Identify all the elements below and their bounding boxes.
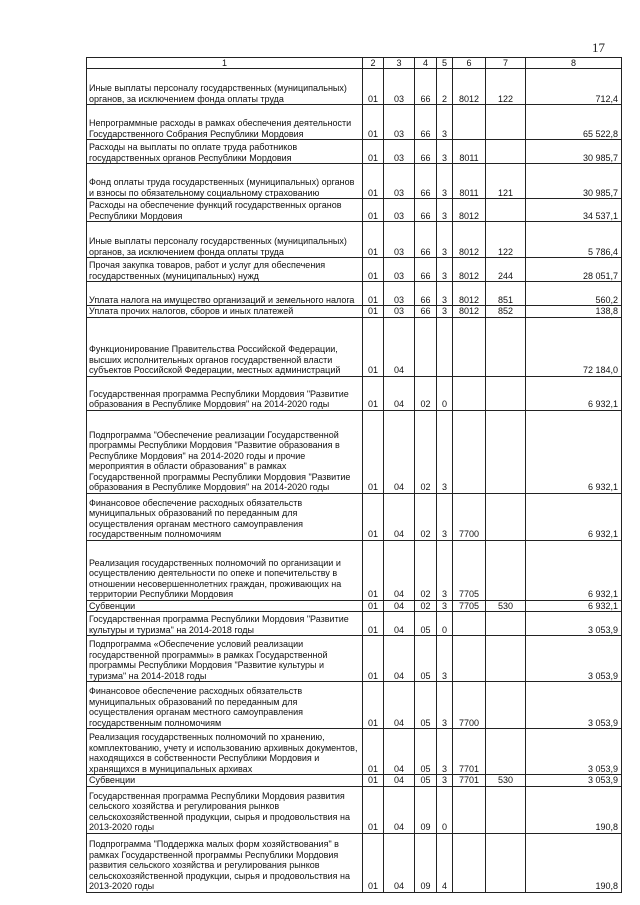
- table-row: [87, 317, 622, 376]
- section-code: 01: [363, 612, 384, 636]
- subsection-code: 04: [384, 682, 415, 729]
- program-code: 05: [415, 729, 437, 775]
- program-code: 66: [415, 164, 437, 199]
- target-article-code: [453, 786, 486, 833]
- subprogram-code: 2: [437, 69, 453, 105]
- subprogram-code: 4: [437, 833, 453, 892]
- table-row: [87, 258, 622, 282]
- section-code: 01: [363, 282, 384, 306]
- expense-type-code: [486, 140, 526, 164]
- target-article-code: 7705: [453, 600, 486, 612]
- amount: 190,8: [526, 786, 622, 833]
- amount: 712,4: [526, 69, 622, 105]
- subprogram-code: 3: [437, 682, 453, 729]
- subprogram-code: 3: [437, 729, 453, 775]
- subsection-code: 04: [384, 636, 415, 682]
- header-cell: 2: [363, 58, 384, 69]
- row-description: Подпрограмма «Обеспечение условий реализации государственной программы» в рамках Государственной программы Республики Мордовия "Развитие культуры и туризма" на 2014-2018 годы: [87, 636, 363, 682]
- program-code: [415, 317, 437, 376]
- subsection-code: 04: [384, 775, 415, 787]
- section-code: 01: [363, 636, 384, 682]
- section-code: 01: [363, 306, 384, 318]
- program-code: 09: [415, 786, 437, 833]
- budget-table: [86, 57, 622, 893]
- expense-type-code: [486, 682, 526, 729]
- table-row: [87, 140, 622, 164]
- expense-type-code: [486, 612, 526, 636]
- row-description: Уплата налога на имущество организаций и земельного налога: [87, 282, 363, 306]
- row-description: Субвенции: [87, 600, 363, 612]
- subprogram-code: 0: [437, 376, 453, 410]
- target-article-code: 8012: [453, 69, 486, 105]
- subsection-code: 04: [384, 493, 415, 540]
- table-row: [87, 306, 622, 318]
- table-row: [87, 540, 622, 600]
- target-article-code: 7700: [453, 682, 486, 729]
- section-code: 01: [363, 199, 384, 222]
- program-code: 02: [415, 600, 437, 612]
- expense-type-code: 121: [486, 164, 526, 199]
- table-row: [87, 376, 622, 410]
- expense-type-code: [486, 636, 526, 682]
- table-row: [87, 833, 622, 892]
- header-cell: 6: [453, 58, 486, 69]
- amount: 3 053,9: [526, 682, 622, 729]
- row-description: Расходы на выплаты по оплате труда работников государственных органов Республики Мордовия: [87, 140, 363, 164]
- subprogram-code: 0: [437, 786, 453, 833]
- table-row: [87, 493, 622, 540]
- target-article-code: [453, 317, 486, 376]
- subprogram-code: 0: [437, 612, 453, 636]
- row-description: Расходы на обеспечение функций государственных органов Республики Мордовия: [87, 199, 363, 222]
- subsection-code: 04: [384, 376, 415, 410]
- section-code: 01: [363, 493, 384, 540]
- target-article-code: 8012: [453, 306, 486, 318]
- target-article-code: 7705: [453, 540, 486, 600]
- expense-type-code: 851: [486, 282, 526, 306]
- subsection-code: 04: [384, 410, 415, 493]
- program-code: 66: [415, 306, 437, 318]
- section-code: 01: [363, 69, 384, 105]
- target-article-code: 7701: [453, 775, 486, 787]
- section-code: 01: [363, 105, 384, 140]
- target-article-code: [453, 376, 486, 410]
- expense-type-code: [486, 833, 526, 892]
- program-code: 66: [415, 140, 437, 164]
- program-code: 66: [415, 222, 437, 258]
- expense-type-code: 530: [486, 775, 526, 787]
- subprogram-code: 3: [437, 164, 453, 199]
- section-code: 01: [363, 410, 384, 493]
- row-description: Непрограммные расходы в рамках обеспечения деятельности Государственного Собрания Республики Мордовия: [87, 105, 363, 140]
- subsection-code: 03: [384, 69, 415, 105]
- header-cell: 7: [486, 58, 526, 69]
- table-row: [87, 105, 622, 140]
- row-description: Государственная программа Республики Мордовия развития сельского хозяйства и регулирования рынков сельскохозяйственной продукции, сырья и продовольствия на 2013-2020 годы: [87, 786, 363, 833]
- table-row: [87, 636, 622, 682]
- table-row: [87, 729, 622, 775]
- program-code: 05: [415, 636, 437, 682]
- table-row: [87, 682, 622, 729]
- expense-type-code: [486, 493, 526, 540]
- program-code: 66: [415, 199, 437, 222]
- subprogram-code: 3: [437, 105, 453, 140]
- program-code: 66: [415, 69, 437, 105]
- table-row: [87, 786, 622, 833]
- subsection-code: 04: [384, 786, 415, 833]
- amount: 6 932,1: [526, 493, 622, 540]
- subsection-code: 04: [384, 317, 415, 376]
- section-code: 01: [363, 682, 384, 729]
- target-article-code: 8012: [453, 222, 486, 258]
- row-description: Субвенции: [87, 775, 363, 787]
- page-number: 17: [592, 40, 605, 55]
- expense-type-code: [486, 786, 526, 833]
- subprogram-code: 3: [437, 282, 453, 306]
- amount: 6 932,1: [526, 540, 622, 600]
- table-body: [87, 58, 622, 893]
- program-code: 05: [415, 682, 437, 729]
- target-article-code: 8011: [453, 164, 486, 199]
- subsection-code: 04: [384, 540, 415, 600]
- expense-type-code: 244: [486, 258, 526, 282]
- table-row: [87, 282, 622, 306]
- expense-type-code: [486, 199, 526, 222]
- program-code: 09: [415, 833, 437, 892]
- subprogram-code: 3: [437, 199, 453, 222]
- section-code: 01: [363, 775, 384, 787]
- section-code: 01: [363, 833, 384, 892]
- subprogram-code: 3: [437, 222, 453, 258]
- row-description: Функционирование Правительства Российской Федерации, высших исполнительных органов государственной власти субъектов Российской Федерации, местных администраций: [87, 317, 363, 376]
- table-row: [87, 199, 622, 222]
- section-code: 01: [363, 540, 384, 600]
- expense-type-code: [486, 729, 526, 775]
- target-article-code: [453, 612, 486, 636]
- subprogram-code: 3: [437, 775, 453, 787]
- amount: 72 184,0: [526, 317, 622, 376]
- program-code: 02: [415, 376, 437, 410]
- amount: 560,2: [526, 282, 622, 306]
- subsection-code: 03: [384, 222, 415, 258]
- row-description: Финансовое обеспечение расходных обязательств муниципальных образований по переданным для осуществления органам местного самоуправления государственным полномочиям: [87, 682, 363, 729]
- amount: 30 985,7: [526, 164, 622, 199]
- target-article-code: [453, 833, 486, 892]
- expense-type-code: 852: [486, 306, 526, 318]
- target-article-code: [453, 636, 486, 682]
- row-description: Реализация государственных полномочий по хранению, комплектованию, учету и использованию архивных документов, находящихся в собственности Республики Мордовия и хранящихся в муниципальных архивах: [87, 729, 363, 775]
- header-cell: 5: [437, 58, 453, 69]
- target-article-code: [453, 410, 486, 493]
- expense-type-code: 530: [486, 600, 526, 612]
- program-code: 05: [415, 775, 437, 787]
- amount: 3 053,9: [526, 775, 622, 787]
- expense-type-code: [486, 105, 526, 140]
- section-code: 01: [363, 317, 384, 376]
- section-code: 01: [363, 729, 384, 775]
- expense-type-code: [486, 540, 526, 600]
- amount: 28 051,7: [526, 258, 622, 282]
- section-code: 01: [363, 258, 384, 282]
- section-code: 01: [363, 222, 384, 258]
- table-row: [87, 69, 622, 105]
- table-row: [87, 775, 622, 787]
- target-article-code: 8011: [453, 140, 486, 164]
- subprogram-code: 3: [437, 306, 453, 318]
- table-header-row: [87, 58, 622, 69]
- table-row: [87, 410, 622, 493]
- subprogram-code: 3: [437, 140, 453, 164]
- target-article-code: 7700: [453, 493, 486, 540]
- table-row: [87, 222, 622, 258]
- amount: 6 932,1: [526, 600, 622, 612]
- subsection-code: 03: [384, 105, 415, 140]
- header-cell: 1: [87, 58, 363, 69]
- section-code: 01: [363, 164, 384, 199]
- header-cell: 4: [415, 58, 437, 69]
- row-description: Государственная программа Республики Мордовия "Развитие образования в Республике Мордовия" на 2014-2020 годы: [87, 376, 363, 410]
- target-article-code: 8012: [453, 199, 486, 222]
- subsection-code: 03: [384, 282, 415, 306]
- header-cell: 8: [526, 58, 622, 69]
- subprogram-code: 3: [437, 258, 453, 282]
- amount: 3 053,9: [526, 636, 622, 682]
- program-code: 02: [415, 410, 437, 493]
- section-code: 01: [363, 600, 384, 612]
- expense-type-code: 122: [486, 69, 526, 105]
- program-code: 66: [415, 282, 437, 306]
- expense-type-code: [486, 376, 526, 410]
- subsection-code: 03: [384, 199, 415, 222]
- amount: 190,8: [526, 833, 622, 892]
- table-row: [87, 164, 622, 199]
- row-description: Финансовое обеспечение расходных обязательств муниципальных образований по переданным для осуществления органам местного самоуправления государственным полномочиям: [87, 493, 363, 540]
- row-description: Прочая закупка товаров, работ и услуг для обеспечения государственных (муниципальных) нужд: [87, 258, 363, 282]
- amount: 6 932,1: [526, 410, 622, 493]
- amount: 138,8: [526, 306, 622, 318]
- expense-type-code: [486, 317, 526, 376]
- header-cell: 3: [384, 58, 415, 69]
- target-article-code: 7701: [453, 729, 486, 775]
- subsection-code: 03: [384, 164, 415, 199]
- target-article-code: 8012: [453, 282, 486, 306]
- subsection-code: 04: [384, 600, 415, 612]
- subprogram-code: 3: [437, 410, 453, 493]
- row-description: Фонд оплаты труда государственных (муниципальных) органов и взносы по обязательному социальному страхованию: [87, 164, 363, 199]
- subprogram-code: 3: [437, 493, 453, 540]
- subsection-code: 04: [384, 729, 415, 775]
- amount: 3 053,9: [526, 612, 622, 636]
- program-code: 66: [415, 258, 437, 282]
- amount: 65 522,8: [526, 105, 622, 140]
- program-code: 02: [415, 540, 437, 600]
- row-description: Иные выплаты персоналу государственных (муниципальных) органов, за исключением фонда оплаты труда: [87, 69, 363, 105]
- row-description: Подпрограмма "Поддержка малых форм хозяйствования" в рамках Государственной программы Республики Мордовия развития сельского хозяйства и регулирования рынков сельскохозяйственной продукции, сырья и продовольствия на 2013-2020 годы: [87, 833, 363, 892]
- subprogram-code: 3: [437, 636, 453, 682]
- table-row: [87, 600, 622, 612]
- subsection-code: 03: [384, 258, 415, 282]
- amount: 5 786,4: [526, 222, 622, 258]
- subsection-code: 04: [384, 612, 415, 636]
- program-code: 66: [415, 105, 437, 140]
- expense-type-code: 122: [486, 222, 526, 258]
- row-description: Иные выплаты персоналу государственных (муниципальных) органов, за исключением фонда оплаты труда: [87, 222, 363, 258]
- row-description: Уплата прочих налогов, сборов и иных платежей: [87, 306, 363, 318]
- subprogram-code: [437, 317, 453, 376]
- amount: 3 053,9: [526, 729, 622, 775]
- target-article-code: 8012: [453, 258, 486, 282]
- subprogram-code: 3: [437, 540, 453, 600]
- amount: 6 932,1: [526, 376, 622, 410]
- subprogram-code: 3: [437, 600, 453, 612]
- row-description: Подпрограмма "Обеспечение реализации Государственной программы Республики Мордовия "Развитие образования в Республике Мордовия" на 2014-2020 годы и прочие мероприятия в области образования" в рамках Государственной программы Республики Мордовия "Развитие образования в Республике Мордовия" на 2014-2020 годы: [87, 410, 363, 493]
- amount: 34 537,1: [526, 199, 622, 222]
- table-row: [87, 612, 622, 636]
- amount: 30 985,7: [526, 140, 622, 164]
- program-code: 05: [415, 612, 437, 636]
- section-code: 01: [363, 376, 384, 410]
- subsection-code: 03: [384, 306, 415, 318]
- subsection-code: 04: [384, 833, 415, 892]
- section-code: 01: [363, 140, 384, 164]
- section-code: 01: [363, 786, 384, 833]
- expense-type-code: [486, 410, 526, 493]
- subsection-code: 03: [384, 140, 415, 164]
- row-description: Реализация государственных полномочий по организации и осуществлению деятельности по опеке и попечительству в отношении несовершеннолетних граждан, проживающих на территории Республики Мордовия: [87, 540, 363, 600]
- row-description: Государственная программа Республики Мордовия "Развитие культуры и туризма" на 2014-2018 годы: [87, 612, 363, 636]
- target-article-code: [453, 105, 486, 140]
- program-code: 02: [415, 493, 437, 540]
